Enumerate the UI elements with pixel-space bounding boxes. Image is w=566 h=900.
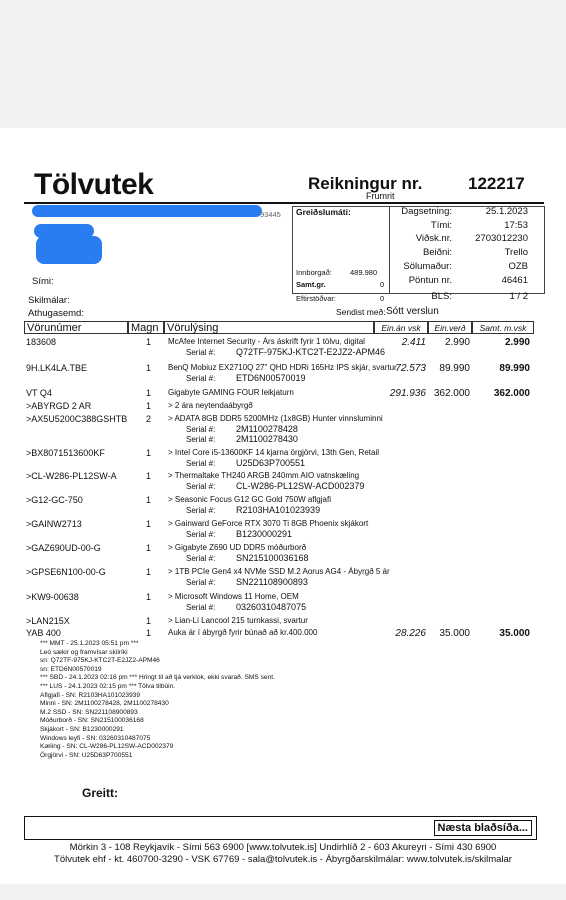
item-serial: SN221108900893 (236, 577, 308, 587)
item-unit-price: 89.990 (439, 363, 470, 374)
meta-value: 46461 (501, 275, 528, 286)
item-desc: > 2 ára neytendaábyrgð (168, 401, 253, 410)
item-total: 2.990 (504, 337, 530, 348)
note-line: Móðurborð - SN: SN215100036168 (40, 717, 144, 725)
item-sku: VT Q4 (26, 388, 52, 398)
note-line: sn: ETD6N00570019 (40, 665, 102, 673)
meta-value: Trello (504, 247, 528, 258)
item-qty: 1 (146, 388, 152, 398)
item-ex-vat: 2.411 (401, 337, 426, 348)
item-qty: 1 (146, 471, 152, 481)
redaction (36, 236, 102, 264)
col-qty: Magn (128, 321, 164, 334)
meta-label: Sölumaður: (403, 261, 452, 272)
item-sku: 9H.LK4LA.TBE (26, 363, 88, 373)
redaction (32, 205, 262, 217)
meta-label: Dagsetning: (401, 206, 452, 217)
item-desc: > Seasonic Focus G12 GC Gold 750W aflgjafi (168, 495, 331, 504)
item-qty: 1 (146, 401, 152, 411)
item-serial: ETD6N00570019 (236, 373, 306, 383)
item-sku: >ABYRGD 2 AR (26, 401, 92, 411)
item-sku: >BX8071513600KF (26, 448, 105, 458)
item-sku: YAB 400 (26, 628, 61, 638)
item-unit-price: 2.990 (444, 337, 470, 348)
item-desc: > Microsoft Windows 11 Home, OEM (168, 592, 299, 601)
terms-label: Skilmálar: (28, 295, 70, 306)
item-qty: 1 (146, 567, 152, 577)
note-line: Leó sækir og framvísar skilríki (40, 648, 128, 656)
footer-address: Mörkin 3 - 108 Reykjavík - Sími 563 6900 [www.tolvutek.is] Undirhlíð 2 - 603 Akureyri - Sími 430 6900 (69, 842, 497, 853)
col-total: Samt. m.vsk (472, 321, 534, 334)
note-line: Aflgjafi - SN: R2103HA101023939 (40, 691, 141, 699)
company-logo: Tölvutek (34, 168, 154, 201)
item-desc: > Lian-Li Lancool 215 turnkassi, svartur (168, 616, 308, 625)
meta-label: Pöntun nr. (408, 275, 452, 286)
invoice-subtitle: Frumrit (366, 191, 395, 201)
serial-label: Serial #: (186, 435, 216, 444)
item-qty: 1 (146, 543, 152, 553)
item-serial: 03260310487075 (236, 602, 307, 612)
item-desc: McAfee Internet Security - Árs áskrift fyrir 1 tölvu, digital (168, 337, 365, 346)
item-serial: SN215100036168 (236, 553, 309, 563)
note-line: Kæling - SN: CL-W286-PL12SW-ACD002379 (40, 743, 174, 751)
item-desc: > Gigabyte Z690 UD DDR5 móðurborð (168, 543, 307, 552)
meta-value: OZB (508, 261, 528, 272)
item-desc: > ADATA 8GB DDR5 5200MHz (1x8GB) Hunter vinnsluminni (168, 414, 383, 423)
serial-label: Serial #: (186, 506, 216, 515)
col-ex-vat: Ein.án vsk (374, 321, 428, 334)
note-line: sn: Q72TF-975KJ-KTC2T-E2JZ2-APM46 (40, 657, 160, 665)
item-ex-vat: 291.936 (389, 388, 426, 399)
payment-method-label: Greiðslumáti: (296, 207, 351, 217)
item-serial: R2103HA101023939 (236, 505, 321, 515)
note-line: Windows leyfi - SN: 03260310487075 (40, 734, 151, 742)
header-rule (24, 202, 544, 204)
col-desc: Vörulýsing (164, 321, 374, 334)
paid-signature-label: Greitt: (82, 786, 118, 800)
item-qty: 1 (146, 337, 152, 347)
phone-label: Sími: (32, 276, 54, 287)
note-line: Minni - SN: 2M1100278428, 2M1100278430 (40, 700, 169, 708)
serial-label: Serial #: (186, 374, 216, 383)
item-sku: >G12-GC-750 (26, 495, 83, 505)
note-line: *** MMT - 25.1.2023 05:51 pm *** (40, 640, 139, 647)
item-sku: >LAN215X (26, 616, 70, 626)
meta-label: Beiðni: (422, 247, 452, 258)
serial-label: Serial #: (186, 554, 216, 563)
item-serial: 2M1100278428 (236, 424, 298, 434)
footer-company: Tölvutek ehf - kt. 460700-3290 - VSK 67769 - sala@tolvutek.is - Ábyrgðarskilmálar: www.tolvutek.is/skilmalar (54, 854, 512, 865)
item-total: 35.000 (499, 628, 530, 639)
item-qty: 1 (146, 448, 152, 458)
item-ex-vat: 28.226 (395, 628, 426, 639)
serial-label: Serial #: (186, 482, 216, 491)
serial-label: Serial #: (186, 425, 216, 434)
balance-value: 0 (380, 294, 385, 303)
item-total: 89.990 (499, 363, 530, 374)
order-notes (40, 640, 275, 760)
item-serial: U25D63P700551 (236, 458, 306, 468)
meta-label: Viðsk.nr. (415, 233, 452, 244)
balance-label: Eftirstöðvar: (296, 294, 337, 303)
invoice-number: 122217 (468, 174, 525, 193)
footer-box (24, 816, 537, 840)
item-unit-price: 35.000 (439, 628, 470, 639)
item-sku: >GAINW2713 (26, 519, 82, 529)
meta-label: Tími: (430, 220, 452, 231)
item-serial: 2M1100278430 (236, 434, 298, 444)
serial-label: Serial #: (186, 603, 216, 612)
item-sku: 183608 (26, 337, 57, 347)
total-paid-value: 0 (380, 280, 385, 289)
item-ex-vat: 72.573 (395, 363, 426, 374)
paid-value: 489.980 (350, 268, 378, 277)
total-paid-label: Samt.gr. (296, 280, 326, 289)
meta-value: 17:53 (504, 220, 528, 231)
item-serial: Q72TF-975KJ-KTC2T-E2JZ2-APM46 (236, 347, 386, 357)
item-unit-price: 362.000 (433, 388, 470, 399)
item-sku: >KW9-00638 (26, 592, 79, 602)
col-unit: Ein.verð (428, 321, 472, 334)
note-line: M.2 SSD - SN: SN221108900893 (40, 708, 138, 716)
serial-label: Serial #: (186, 578, 216, 587)
item-qty: 1 (146, 495, 152, 505)
item-qty: 1 (146, 616, 152, 626)
note-line: Örgjörvi - SN: U25D63P700551 (40, 751, 133, 759)
meta-value: 25.1.2023 (485, 206, 528, 217)
item-desc: > 1TB PCIe Gen4 x4 NVMe SSD M.2 Aorus AG4 - Ábyrgð 5 ár (168, 567, 390, 576)
paid-label: Innborgað: (296, 268, 332, 277)
item-desc: > Gainward GeForce RTX 3070 Ti 8GB Phoenix skjákort (168, 519, 369, 528)
item-sku: >GAZ690UD-00-G (26, 543, 101, 553)
col-sku: Vörunúmer (24, 321, 128, 334)
item-qty: 1 (146, 519, 152, 529)
note-label: Athugasemd: (28, 308, 84, 319)
item-desc: Gigabyte GAMING FOUR leikjaturn (168, 388, 294, 397)
meta-value: 1 / 2 (509, 291, 528, 302)
serial-label: Serial #: (186, 348, 216, 357)
item-sku: >CL-W286-PL12SW-A (26, 471, 117, 481)
item-desc: BenQ Mobiuz EX2710Q 27" QHD HDRi 165Hz IPS skjár, svartur (168, 363, 397, 372)
customer-postcode: 93445 (260, 210, 281, 219)
serial-label: Serial #: (186, 530, 216, 539)
item-desc: > Thermaltake TH240 ARGB 240mm AIO vatnskæling (168, 471, 360, 480)
item-desc: Auka ár í ábyrgð fyrir búnað að kr.400.000 (168, 628, 318, 637)
note-line: *** LUS - 24.1.2023 02:15 pm *** Tölva tilbúin. (40, 682, 176, 690)
note-line: Skjákort - SN: B1230000291 (40, 725, 124, 733)
serial-label: Serial #: (186, 459, 216, 468)
item-sku: >GPSE6N100-00-G (26, 567, 106, 577)
item-qty: 1 (146, 363, 152, 373)
shipping-label: Sendist með: (336, 307, 386, 317)
item-serial: B1230000291 (236, 529, 293, 539)
item-desc: > Intel Core i5-13600KF 14 kjarna örgjörvi, 13th Gen, Retail (168, 448, 380, 457)
item-sku: >AX5U5200C388GSHTB (26, 414, 128, 424)
meta-value: 2703012230 (475, 233, 528, 244)
item-qty: 2 (146, 414, 152, 424)
item-qty: 1 (146, 628, 152, 638)
invoice-page (0, 128, 566, 884)
item-serial: CL-W286-PL12SW-ACD002379 (236, 481, 365, 491)
shipping-value: Sótt verslun (386, 306, 439, 317)
invoice-title: Reikningur nr. (308, 174, 423, 193)
item-total: 362.000 (493, 388, 530, 399)
note-line: *** SBD - 24.1.2023 02:16 pm *** Hringt til að tjá verklok, ekki svarað. SMS sent. (40, 674, 275, 682)
meta-label: BLS: (431, 291, 452, 302)
next-page-button[interactable]: Næsta blaðsíða... (434, 820, 532, 836)
item-qty: 1 (146, 592, 152, 602)
